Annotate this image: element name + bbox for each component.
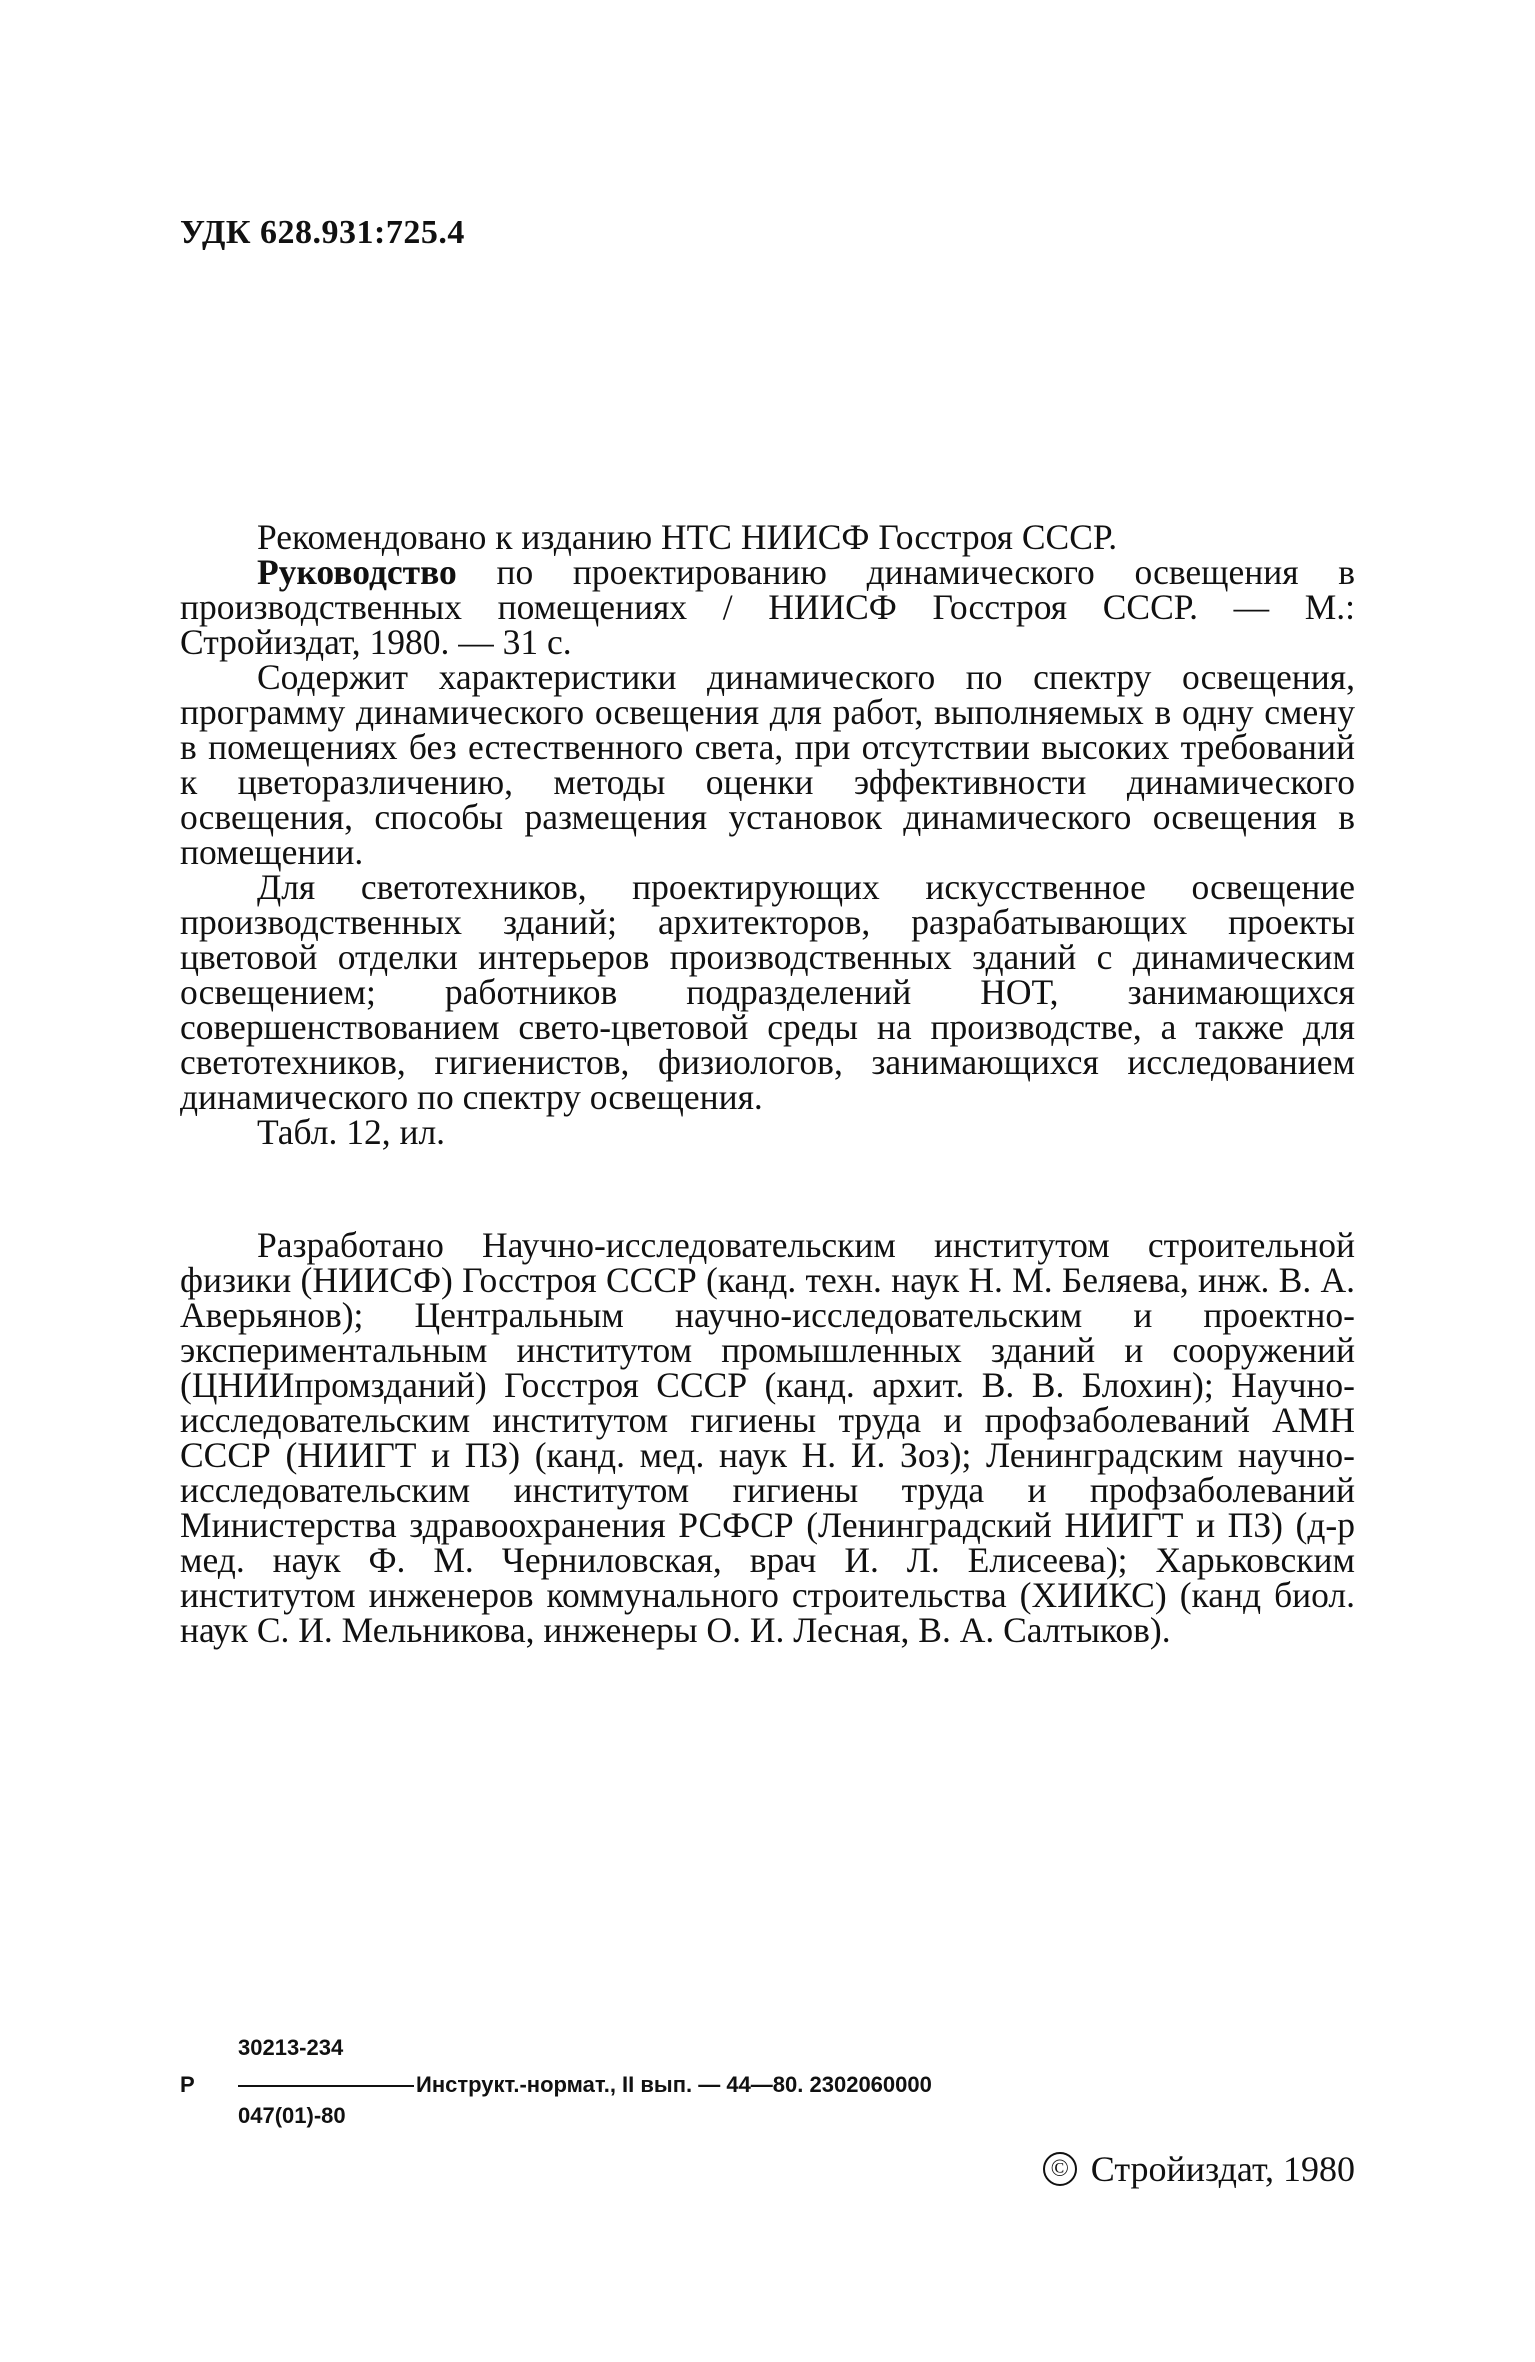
section-gap <box>180 1150 1355 1228</box>
imprint-prefix: Р <box>180 2072 195 2097</box>
bibliographic-entry <box>180 552 1355 662</box>
imprint-numerator: 30213-234 <box>238 2035 344 2060</box>
copyright-text: Стройиздат, 1980 <box>1090 2149 1355 2189</box>
copyright-icon <box>1043 2152 1077 2186</box>
abstract-paragraph: Содержит характеристики динамического по спектру освещения, программу динамического освещения для работ, выполняемых в одну смену в помещениях без естественного света, при отсутствии высоких требований к цветоразличению, методы оценки эффективности динамического освещения, способы размещения установок динамического освещения в помещении. <box>180 657 1355 872</box>
audience-paragraph: Для светотехников, проектирующих искусственное освещение производственных зданий; архитекторов, разрабатывающих проекты цветовой отделки интерьеров производственных зданий с динамическим освещением; работников подразделений НОТ, занимающихся совершенствованием свето-цветовой среды на производстве, а также для светотехников, гигиенистов, физиологов, занимающихся исследованием динамического по спектру освещения. <box>180 867 1355 1117</box>
copyright-line <box>1043 2148 1355 2190</box>
recommendation-line: Рекомендовано к изданию НТС НИИСФ Госстроя СССР. <box>257 517 1118 557</box>
imprint-fraction-line <box>238 2085 414 2087</box>
imprint-block <box>180 2035 1180 2135</box>
imprint-series: Инструкт.-нормат., II вып. — 44—80. 2302060000 <box>416 2072 932 2097</box>
bibliographic-title: Руководство <box>257 552 457 592</box>
developers-paragraph: Разработано Научно-исследовательским институтом строительной физики (НИИСФ) Госстроя СССР (канд. техн. наук Н. М. Беляева, инж. В. А. Аверьянов); Центральным научно-исследовательским и проектно-экспериментальным институтом промышленных зданий и сооружений (ЦНИИпромзданий) Госстроя СССР (канд. архит. В. В. Блохин); Научно-исследовательским институтом гигиены труда и профзаболеваний АМН СССР (НИИГТ и ПЗ) (канд. мед. наук Н. И. Зоз); Ленинградским научно-исследовательским институтом гигиены труда и профзаболеваний Министерства здравоохранения РСФСР (Ленинградский НИИГТ и ПЗ) (д-р мед. наук Ф. М. Черниловская, врач И. Л. Елисеева); Харьковским институтом инженеров коммунального строительства (ХИИКС) (канд биол. наук С. И. Мельникова, инженеры О. И. Лесная, В. А. Салтыков). <box>180 1225 1355 1650</box>
tables-note: Табл. 12, ил. <box>257 1112 446 1152</box>
bibliographic-details: по проектированию динамического освещения в производственных помещениях / НИИСФ Госстроя СССР. — М.: Стройиздат, 1980. — 31 с. <box>180 552 1355 662</box>
main-text <box>180 517 1355 1650</box>
udc-code: УДК 628.931:725.4 <box>180 214 465 251</box>
imprint-denominator: 047(01)-80 <box>238 2103 346 2128</box>
copyright-symbol: © <box>1050 2156 1069 2182</box>
